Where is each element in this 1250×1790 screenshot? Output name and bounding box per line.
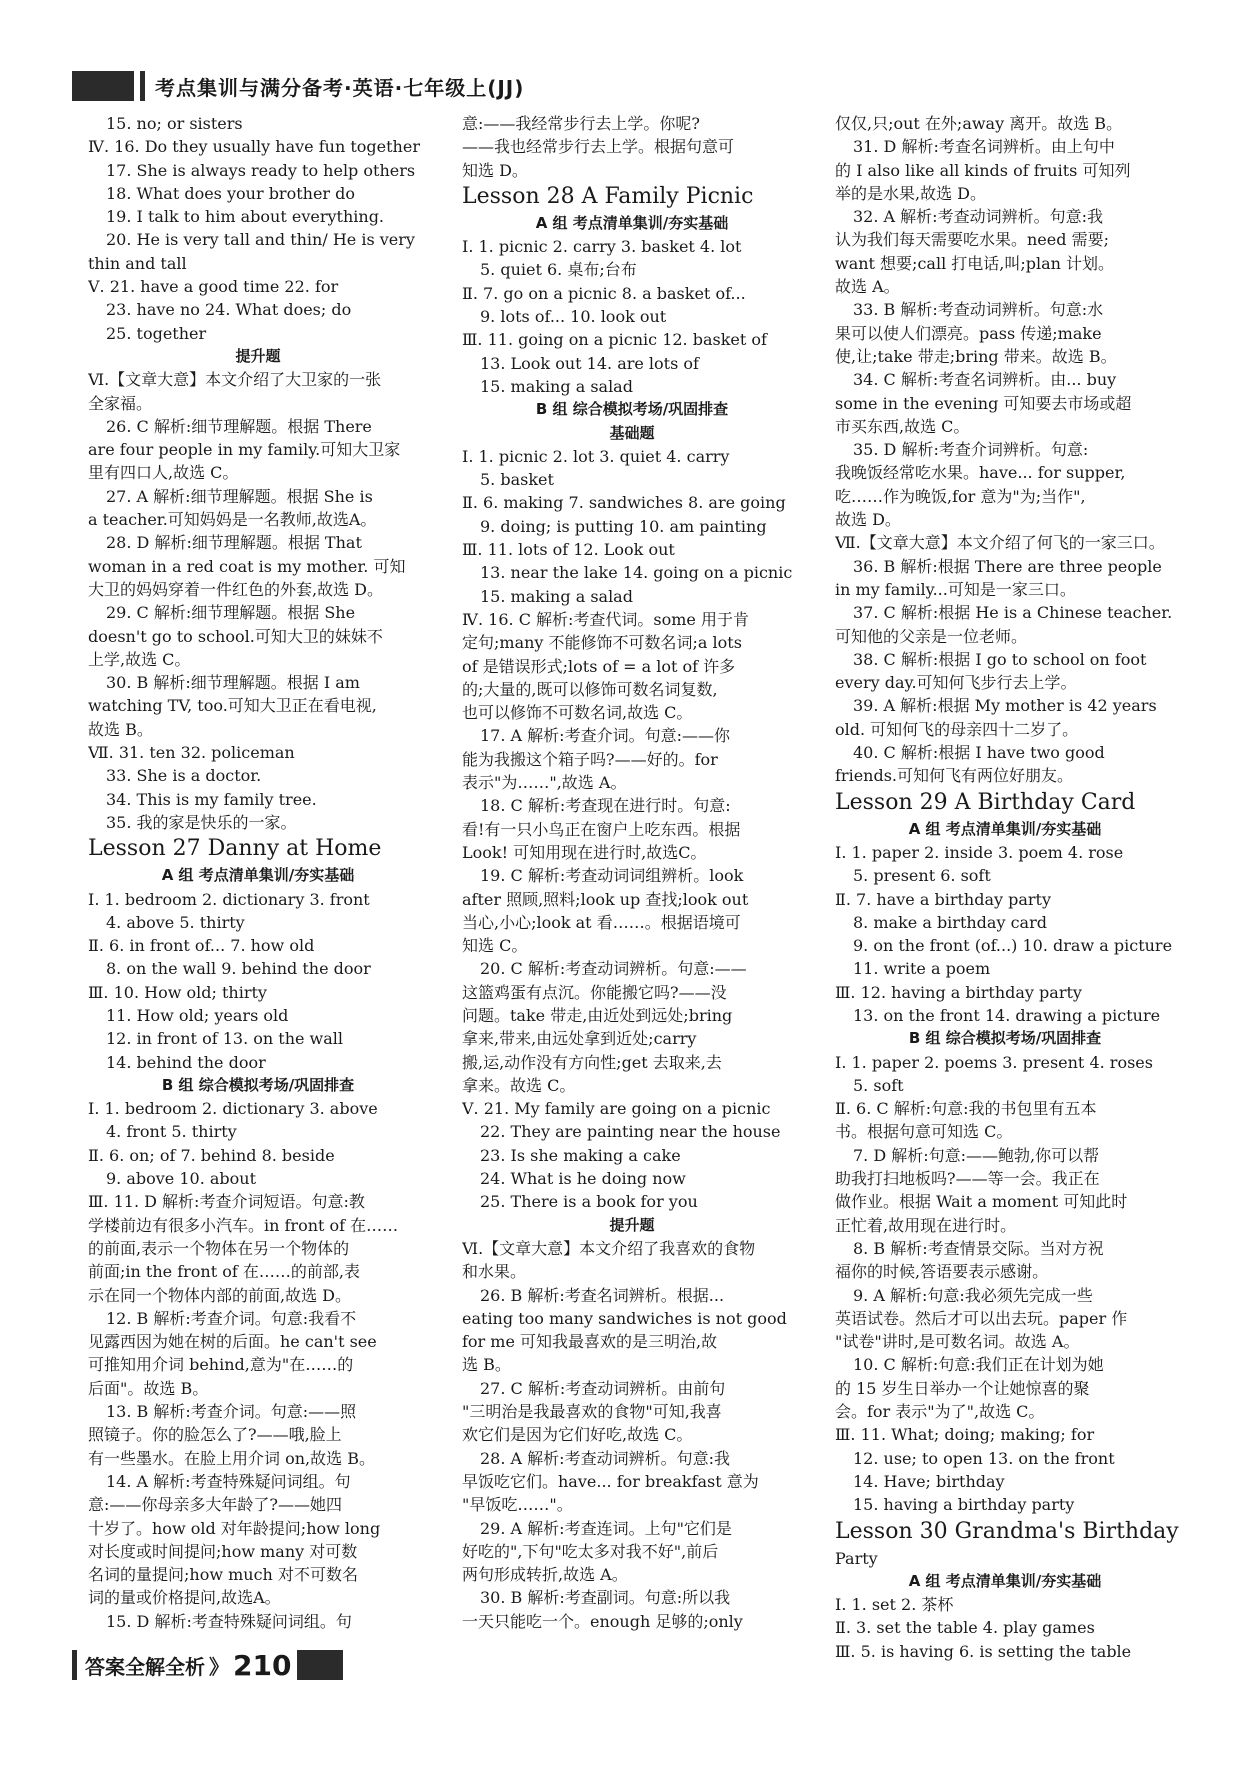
answer-line: Ⅰ. 1. paper 2. poems 3. present 4. roses [835,1052,1153,1072]
answer-line: Lesson 30 Grandma's Birthday [835,1518,1179,1544]
answer-line: every day.可知何飞步行去上学。 [835,673,1077,693]
answer-line: 17. A 解析:考查介词。句意:——你 [480,726,730,746]
answer-line: 使,让;take 带走;bring 带来。故选 B。 [835,346,1117,366]
answer-line: Ⅲ. 11. lots of 12. Look out [462,540,675,560]
answer-line: 全家福。 [88,393,153,413]
answer-line: A 组 考点清单集训/夯实基础 [908,1571,1102,1590]
answer-line: 4. above 5. thirty [106,912,245,932]
answer-line: 认为我们每天需要吃水果。need 需要; [835,230,1109,250]
answer-line: 当心,小心;look at 看……。根据语境可 [462,912,741,932]
answer-line: Ⅳ. 16. Do they usually have fun together [88,137,420,157]
answer-line: 9. on the front (of...) 10. draw a picture [853,936,1173,956]
answer-line: 29. A 解析:考查连词。上句"它们是 [480,1518,732,1538]
answer-line: 早饭吃它们。have... for breakfast 意为 [462,1471,759,1491]
footer-decor-block [297,1650,343,1680]
answer-line: 33. She is a doctor. [106,766,262,786]
answer-line: Ⅳ. 16. C 解析:考查代词。some 用于肯 [462,609,749,629]
column-2 [462,112,802,1633]
answer-line: 22. They are painting near the house [480,1122,781,1142]
answer-line: 名词的量提问;how much 对不可数名 [88,1565,358,1585]
answer-line: 对长度或时间提问;how many 对可数 [88,1541,358,1561]
answer-line: Ⅱ. 6. C 解析:句意:我的书包里有五本 [835,1099,1097,1119]
page-header [72,66,1172,106]
answer-line: 9. lots of... 10. look out [480,307,667,327]
answer-line: 30. B 解析:细节理解题。根据 I am [106,673,360,693]
answer-line: woman in a red coat is my mother. 可知 [88,556,406,576]
answer-line: 欢它们是因为它们好吃,故选 C。 [462,1425,693,1445]
answer-line: Ⅵ.【文章大意】本文介绍了大卫家的一张 [88,370,382,390]
answer-line: Ⅱ. 7. go on a picnic 8. a basket of... [462,283,746,303]
header-title: 考点集训与满分备考·英语·七年级上(JJ) [155,75,525,100]
answer-line: 学楼前边有很多小汽车。in front of 在…… [88,1215,399,1235]
answer-line: 大卫的妈妈穿着一件红色的外套,故选 D。 [88,579,384,599]
answer-line: some in the evening 可知要去市场或超 [835,393,1132,413]
answer-line: 18. What does your brother do [106,183,356,203]
answer-line: 表示"为……",故选 A。 [462,773,627,793]
answer-line: 的 I also like all kinds of fruits 可知列 [835,160,1131,180]
answer-line: Ⅲ. 11. going on a picnic 12. basket of [462,330,767,350]
answer-line: 里有四口人,故选 C。 [88,463,239,483]
answer-line: 这篮鸡蛋有点沉。你能搬它吗?——没 [462,982,727,1002]
answer-line: 20. He is very tall and thin/ He is very [106,230,415,250]
answer-line: 9. doing; is putting 10. am painting [480,516,767,536]
answer-line: after 照顾,照料;look up 查找;look out [462,889,749,909]
answer-line: 26. B 解析:考查名词辨析。根据... [480,1285,725,1305]
answer-line: 英语试卷。然后才可以出去玩。paper 作 [835,1308,1128,1328]
header-decor-block [72,71,134,101]
answer-line: 37. C 解析:根据 He is a Chinese teacher. [853,603,1173,623]
answer-line: 5. quiet 6. 桌布;台布 [480,260,637,280]
answer-line: 举的是水果,故选 D。 [835,183,987,203]
answer-line: "试卷"讲时,是可数名词。故选 A。 [835,1332,1080,1352]
answer-line: 两句形成转折,故选 A。 [462,1565,628,1585]
answer-line: Ⅲ. 11. D 解析:考查介词短语。句意:教 [88,1192,365,1212]
answer-line: 23. have no 24. What does; do [106,300,352,320]
answer-line: 好吃的",下句"吃太多对我不好",前后 [462,1541,719,1561]
answer-line: Ⅲ. 10. How old; thirty [88,982,267,1002]
answer-line: 示在同一个物体内部的前面,故选 D。 [88,1285,352,1305]
answer-line: 后面"。故选 B。 [88,1378,209,1398]
answer-line: Ⅱ. 6. making 7. sandwiches 8. are going [462,493,786,513]
answer-line: Ⅱ. 7. have a birthday party [835,889,1052,909]
answer-line: Ⅶ.【文章大意】本文介绍了何飞的一家三口。 [835,533,1165,553]
answer-line: 的 15 岁生日举办一个让她惊喜的聚 [835,1378,1090,1398]
answer-line: 20. C 解析:考查动词辨析。句意:—— [480,959,747,979]
answer-line: 14. A 解析:考查特殊疑问词组。句 [106,1471,351,1491]
answer-line: want 想要;call 打电话,叫;plan 计划。 [835,253,1115,273]
answer-line: 12. use; to open 13. on the front [853,1448,1115,1468]
answer-line: 书。根据句意可知选 C。 [835,1122,1013,1142]
answer-line: 也可以修饰不可数名词,故选 C。 [462,703,693,723]
answer-line: Lesson 28 A Family Picnic [462,183,754,209]
answer-line: 和水果。 [462,1262,527,1282]
answer-line: 意:——我经常步行去上学。你呢? [462,114,700,133]
answer-line: 有一些墨水。在脸上用介词 on,故选 B。 [88,1448,375,1468]
answer-line: 9. above 10. about [106,1169,257,1189]
answer-line: 5. basket [480,470,554,490]
answer-line: 前面;in the front of 在……的前部,表 [88,1262,360,1282]
answer-line: 30. B 解析:考查副词。句意:所以我 [480,1588,731,1608]
answer-line: 吃……作为晚饭,for 意为"为;当作", [835,486,1086,506]
answer-line: 5. soft [853,1075,904,1095]
answer-line: Lesson 27 Danny at Home [88,836,382,862]
answer-line: 定句;many 不能修饰不可数名词;a lots [462,633,742,653]
answer-line: 11. How old; years old [106,1005,289,1025]
header-decor-bar [140,71,145,101]
answer-line: old. 可知何飞的母亲四十二岁了。 [835,719,1079,739]
answer-line: 知选 C。 [462,936,528,956]
answer-line: in my family...可知是一家三口。 [835,579,1076,599]
answer-line: 34. This is my family tree. [106,789,317,809]
answer-line: A 组 考点清单集训/夯实基础 [161,866,355,885]
column-1 [88,112,428,1633]
answer-line: 故选 B。 [88,719,153,739]
answer-line: 29. C 解析:细节理解题。根据 She [106,603,356,623]
answer-line: 仅仅,只;out 在外;away 离开。故选 B。 [835,114,1123,133]
answer-line: 13. Look out 14. are lots of [480,353,699,373]
answer-line: Ⅶ. 31. ten 32. policeman [88,743,295,763]
answer-line: 19. I talk to him about everything. [106,207,385,227]
answer-line: 能为我搬这个箱子吗?——好的。for [462,749,718,769]
answer-line: 8. B 解析:考查情景交际。当对方祝 [853,1238,1104,1258]
answer-line: 27. C 解析:考查动词辨析。由前句 [480,1378,726,1398]
answer-line: 15. having a birthday party [853,1495,1075,1515]
answer-line: friends.可知何飞有两位好朋友。 [835,766,1074,786]
footer-arrow: 》 [209,1654,229,1679]
answer-line: B 组 综合模拟考场/巩固排查 [161,1075,355,1094]
answer-line: 34. C 解析:考查名词辨析。由... buy [853,370,1117,390]
answer-line: 25. together [106,323,207,343]
answer-line: 拿来,带来,由远处拿到近处;carry [462,1029,697,1049]
answer-line: 上学,故选 C。 [88,649,191,669]
answer-line: B 组 综合模拟考场/巩固排查 [908,1029,1102,1048]
answer-line: of 是错误形式;lots of = a lot of 许多 [462,656,736,676]
answer-line: 4. front 5. thirty [106,1122,237,1142]
answer-line: Ⅵ.【文章大意】本文介绍了我喜欢的食物 [462,1238,756,1258]
answer-line: 17. She is always ready to help others [106,160,416,180]
answer-line: A 组 考点清单集训/夯实基础 [908,819,1102,838]
answer-line: 39. A 解析:根据 My mother is 42 years [853,696,1157,716]
answer-line: 15. making a salad [480,376,633,396]
answer-line: 知选 D。 [462,160,528,180]
answer-line: 问题。take 带走,由近处到远处;bring [462,1005,733,1025]
answer-line: Party [835,1548,878,1568]
answer-line: 15. D 解析:考查特殊疑问词组。句 [106,1611,352,1631]
answer-line: Look! 可知用现在进行时,故选C。 [462,842,707,862]
answer-line: Ⅰ. 1. set 2. 茶杯 [835,1595,954,1615]
answer-line: "早饭吃……"。 [462,1495,573,1515]
answer-line: 的;大量的,既可以修饰可数名词复数, [462,679,718,699]
answer-line: 28. D 解析:细节理解题。根据 That [106,533,362,553]
answer-line: 7. D 解析:句意:——鲍勃,你可以帮 [853,1145,1100,1165]
answer-line: 27. A 解析:细节理解题。根据 She is [106,486,373,506]
answer-line: thin and tall [88,253,187,273]
answer-line: 28. A 解析:考查动词辨析。句意:我 [480,1448,730,1468]
answer-line: 我晚饭经常吃水果。have... for supper, [835,463,1126,483]
answer-line: 13. on the front 14. drawing a picture [853,1005,1161,1025]
answer-line: 正忙着,故用现在进行时。 [835,1215,1017,1235]
answer-line: A 组 考点清单集训/夯实基础 [535,213,729,232]
answer-line: 14. Have; birthday [853,1471,1005,1491]
answer-line: 基础题 [609,423,655,442]
answer-line: 可知他的父亲是一位老师。 [835,626,1028,646]
answer-line: 故选 A。 [835,277,900,297]
answer-line: 市买东西,故选 C。 [835,416,970,436]
answer-line: watching TV, too.可知大卫正在看电视, [88,696,377,716]
answer-line: 12. B 解析:考查介词。句意:我看不 [106,1308,357,1328]
answer-line: 十岁了。how old 对年龄提问;how long [88,1518,381,1538]
answer-line: 的前面,表示一个物体在另一个物体的 [88,1238,350,1258]
answer-line: B 组 综合模拟考场/巩固排查 [535,400,729,419]
answer-line: are four people in my family.可知大卫家 [88,440,401,460]
answer-line: Ⅰ. 1. bedroom 2. dictionary 3. front [88,889,370,909]
answer-line: 拿来。故选 C。 [462,1075,576,1095]
answer-line: 32. A 解析:考查动词辨析。句意:我 [853,207,1103,227]
answer-line: 23. Is she making a cake [480,1145,681,1165]
answer-line: eating too many sandwiches is not good [462,1308,787,1328]
answer-line: 词的量或价格提问,故选A。 [88,1588,281,1608]
answer-line: 11. write a poem [853,959,991,979]
answer-line: Ⅲ. 5. is having 6. is setting the table [835,1641,1132,1661]
answer-line: 助我打扫地板吗?——等一会。我正在 [835,1169,1100,1189]
answer-line: 26. C 解析:细节理解题。根据 There [106,416,372,436]
answer-line: 15. no; or sisters [106,114,243,133]
answer-line: a teacher.可知妈妈是一名教师,故选A。 [88,510,377,530]
answer-line: 13. B 解析:考查介词。句意:——照 [106,1402,357,1422]
answer-line: 5. present 6. soft [853,866,991,886]
answer-line: 40. C 解析:根据 I have two good [853,743,1105,763]
answer-line: 12. in front of 13. on the wall [106,1029,344,1049]
answer-line: 25. There is a book for you [480,1192,698,1212]
answer-line: ——我也经常步行去上学。根据句意可 [462,137,735,157]
answer-line: 8. on the wall 9. behind the door [106,959,371,979]
answer-line: 15. making a salad [480,586,633,606]
answer-line: 35. D 解析:考查介词辨析。句意: [853,440,1089,460]
answer-line: 8. make a birthday card [853,912,1047,932]
answer-line: 看!有一只小鸟正在窗户上吃东西。根据 [462,819,741,839]
answer-line: 19. C 解析:考查动词词组辨析。look [480,866,744,886]
answer-line: 24. What is he doing now [480,1169,686,1189]
answer-line: 38. C 解析:根据 I go to school on foot [853,649,1147,669]
page-number: 210 [233,1648,292,1682]
answer-line: 搬,运,动作没有方向性;get 去取来,去 [462,1052,722,1072]
answer-line: 提升题 [609,1215,655,1234]
answer-line: 36. B 解析:根据 There are three people [853,556,1162,576]
column-3 [835,112,1179,1663]
answer-line: doesn't go to school.可知大卫的妹妹不 [88,626,383,646]
footer-label: 答案全解全析 [85,1654,205,1679]
answer-line: Ⅰ. 1. picnic 2. lot 3. quiet 4. carry [462,446,730,466]
answer-line: Ⅲ. 11. What; doing; making; for [835,1425,1095,1445]
answer-line: Lesson 29 A Birthday Card [835,789,1136,815]
answer-line: 做作业。根据 Wait a moment 可知此时 [835,1192,1128,1212]
answer-line: 一天只能吃一个。enough 足够的;only [462,1611,743,1631]
answer-line: 33. B 解析:考查动词辨析。句意:水 [853,300,1104,320]
answer-line: 照镜子。你的脸怎么了?——哦,脸上 [88,1425,342,1445]
answer-line: 福你的时候,答语要表示感谢。 [835,1262,1049,1282]
answer-line: Ⅰ. 1. bedroom 2. dictionary 3. above [88,1099,378,1119]
answer-line: 会。for 表示"为了",故选 C。 [835,1402,1045,1422]
answer-line: 9. A 解析:句意:我必须先完成一些 [853,1285,1093,1305]
answer-line: 意:——你母亲多大年龄了?——她四 [88,1495,342,1515]
footer-decor-bar [72,1650,77,1680]
answer-line: for me 可知我最喜欢的是三明治,故 [462,1332,718,1352]
answer-line: Ⅴ. 21. have a good time 22. for [88,277,339,297]
answer-line: Ⅰ. 1. paper 2. inside 3. poem 4. rose [835,842,1124,862]
answer-line: Ⅴ. 21. My family are going on a picnic [462,1099,771,1119]
answer-line: 31. D 解析:考查名词辨析。由上句中 [853,137,1115,157]
answer-line: 提升题 [235,346,281,365]
answer-line: 18. C 解析:考查现在进行时。句意: [480,796,731,816]
answer-line: 13. near the lake 14. going on a picnic [480,563,793,583]
page-footer [72,1646,343,1684]
answer-line: 14. behind the door [106,1052,266,1072]
answer-line: 故选 D。 [835,510,901,530]
answer-line: 可推知用介词 behind,意为"在……的 [88,1355,354,1375]
answer-line: Ⅰ. 1. picnic 2. carry 3. basket 4. lot [462,237,742,257]
answer-line: 果可以使人们漂亮。pass 传递;make [835,323,1102,343]
answer-line: 见露西因为她在树的后面。he can't see [88,1332,377,1352]
answer-line: "三明治是我最喜欢的食物"可知,我喜 [462,1402,722,1422]
answer-line: Ⅲ. 12. having a birthday party [835,982,1082,1002]
answer-line: Ⅱ. 6. on; of 7. behind 8. beside [88,1145,335,1165]
answer-line: 10. C 解析:句意:我们正在计划为她 [853,1355,1104,1375]
answer-line: Ⅱ. 3. set the table 4. play games [835,1618,1095,1638]
answer-line: 选 B。 [462,1355,511,1375]
answer-line: Ⅱ. 6. in front of... 7. how old [88,936,315,956]
answer-line: 35. 我的家是快乐的一家。 [106,812,297,832]
